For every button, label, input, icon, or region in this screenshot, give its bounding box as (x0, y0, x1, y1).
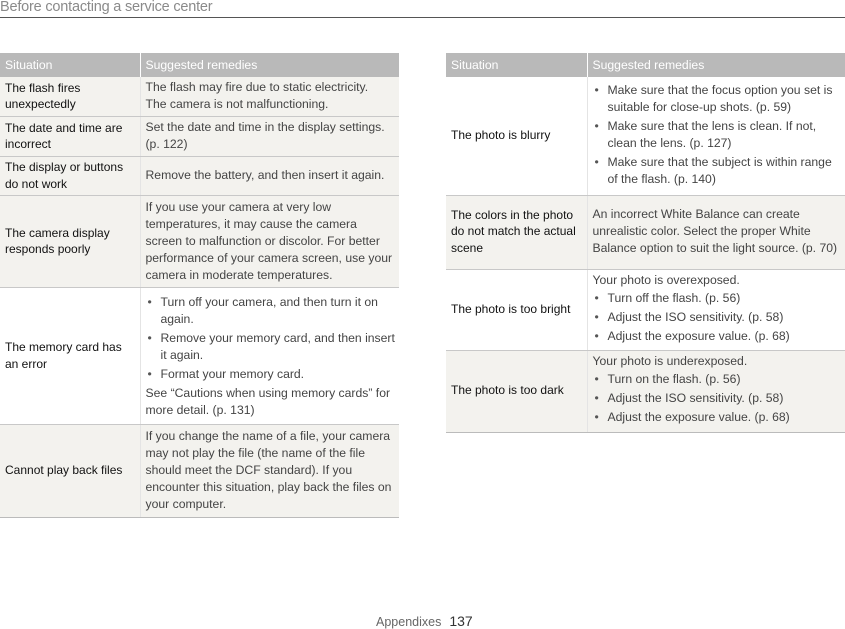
remedy-bullets (593, 371, 842, 426)
remedy-bullets (593, 290, 842, 345)
remedy-cell (140, 157, 399, 196)
list-item-text: Adjust the ISO sensitivity. (p. 58) (607, 309, 784, 324)
page-title: Before contacting a service center (0, 0, 213, 15)
list-item (593, 82, 842, 116)
remedy-bullets (593, 82, 842, 188)
list-item (146, 330, 396, 364)
situation-cell: The photo is too bright (446, 269, 587, 350)
bullet-icon: • (594, 391, 599, 405)
remedy-text: The flash may fire due to static electricity. (145, 80, 369, 94)
situation-cell: The colors in the photo do not match the actual scene (446, 195, 587, 269)
bullet-icon: • (147, 366, 152, 381)
table-row (446, 350, 845, 432)
list-item (593, 290, 842, 307)
remedy-text: The camera is not malfunctioning. (145, 97, 329, 111)
list-item (593, 154, 842, 188)
list-item-text: Adjust the exposure value. (p. 68) (607, 410, 790, 424)
remedy-cell (587, 77, 845, 195)
bullet-icon: • (594, 290, 599, 305)
list-item-text: Format your memory card. (160, 366, 305, 381)
column-header-remedies: Suggested remedies (140, 53, 399, 77)
situation-cell: Cannot play back files (0, 425, 140, 518)
table-row (446, 77, 845, 195)
bullet-icon: • (147, 330, 152, 345)
situation-cell: The camera display responds poorly (0, 196, 140, 288)
bullet-icon: • (594, 410, 599, 424)
list-item (593, 371, 842, 388)
remedy-intro: Your photo is overexposed. (592, 272, 740, 287)
table-row (0, 196, 399, 288)
table-row (446, 269, 845, 350)
remedy-cell (140, 196, 399, 288)
bullet-icon: • (594, 154, 599, 169)
list-item (146, 366, 396, 383)
list-item-text: Adjust the ISO sensitivity. (p. 58) (607, 391, 784, 405)
table-row (446, 195, 845, 269)
list-item (593, 328, 842, 345)
table-row (0, 425, 399, 518)
list-item (146, 294, 396, 328)
table-row (0, 157, 399, 196)
situation-cell: The date and time are incorrect (0, 117, 140, 157)
troubleshooting-table-right (446, 53, 845, 433)
title-divider (0, 17, 845, 18)
remedy-text: Remove the battery, and then insert it again. (145, 168, 385, 182)
situation-cell: The memory card has an error (0, 288, 140, 425)
table-header-row (0, 53, 399, 77)
bullet-icon: • (147, 294, 152, 309)
situation-cell: The flash fires unexpectedly (0, 77, 140, 117)
list-item (593, 390, 842, 407)
remedy-bullets (146, 294, 396, 383)
situation-cell: The display or buttons do not work (0, 157, 140, 196)
bullet-icon: • (594, 82, 599, 97)
remedy-cell (140, 288, 399, 425)
bullet-icon: • (594, 372, 599, 386)
page-footer (376, 613, 473, 629)
remedy-cell (140, 425, 399, 518)
list-item (593, 118, 842, 152)
list-item-text: Make sure that the lens is clean. If not, clean the lens. (p. 127) (607, 118, 817, 150)
bullet-icon: • (594, 309, 599, 324)
troubleshooting-table-left (0, 53, 399, 518)
table-row (0, 117, 399, 157)
remedy-intro: Your photo is underexposed. (592, 354, 748, 368)
table-row (0, 288, 399, 425)
bullet-icon: • (594, 328, 599, 343)
list-item-text: Remove your memory card, and then insert it again. (160, 330, 395, 362)
situation-cell: The photo is blurry (446, 77, 587, 195)
list-item-text: Turn off your camera, and then turn it on again. (160, 294, 378, 326)
column-header-remedies: Suggested remedies (587, 53, 845, 77)
situation-cell: The photo is too dark (446, 350, 587, 432)
column-header-situation: Situation (446, 53, 587, 77)
list-item-text: Make sure that the subject is within range of the flash. (p. 140) (607, 154, 832, 186)
list-item (593, 409, 842, 426)
bullet-icon: • (594, 118, 599, 133)
remedy-cell (140, 77, 399, 117)
remedy-text: Set the date and time in the display settings. (p. 122) (145, 120, 385, 151)
remedy-cell (587, 269, 845, 350)
table-row (0, 77, 399, 117)
list-item-text: Turn on the flash. (p. 56) (607, 372, 741, 386)
remedy-cell (140, 117, 399, 157)
list-item-text: Turn off the flash. (p. 56) (607, 290, 741, 305)
list-item-text: Adjust the exposure value. (p. 68) (607, 328, 790, 343)
remedy-text: An incorrect White Balance can create unrealistic color. Select the proper White Balance option to suit the light source. (p. 70) (592, 207, 838, 255)
footer-section: Appendixes (376, 615, 442, 629)
column-header-situation: Situation (0, 53, 140, 77)
remedy-text: If you change the name of a file, your camera may not play the file (the name of the file should meet the DCF standard). If you encounter this situation, play back the files on your computer. (145, 429, 392, 511)
list-item-text: Make sure that the focus option you set is suitable for close-up shots. (p. 59) (607, 82, 833, 114)
table-header-row (446, 53, 845, 77)
remedy-note: See “Cautions when using memory cards” for more detail. (p. 131) (145, 385, 391, 417)
remedy-cell (587, 350, 845, 432)
page-number: 137 (449, 613, 473, 629)
list-item (593, 309, 842, 326)
remedy-text: If you use your camera at very low temperatures, it may cause the camera screen to malfunction or discolor. For better performance of your camera screen, use your camera in moderate temperatures. (145, 199, 393, 282)
remedy-cell (587, 195, 845, 269)
